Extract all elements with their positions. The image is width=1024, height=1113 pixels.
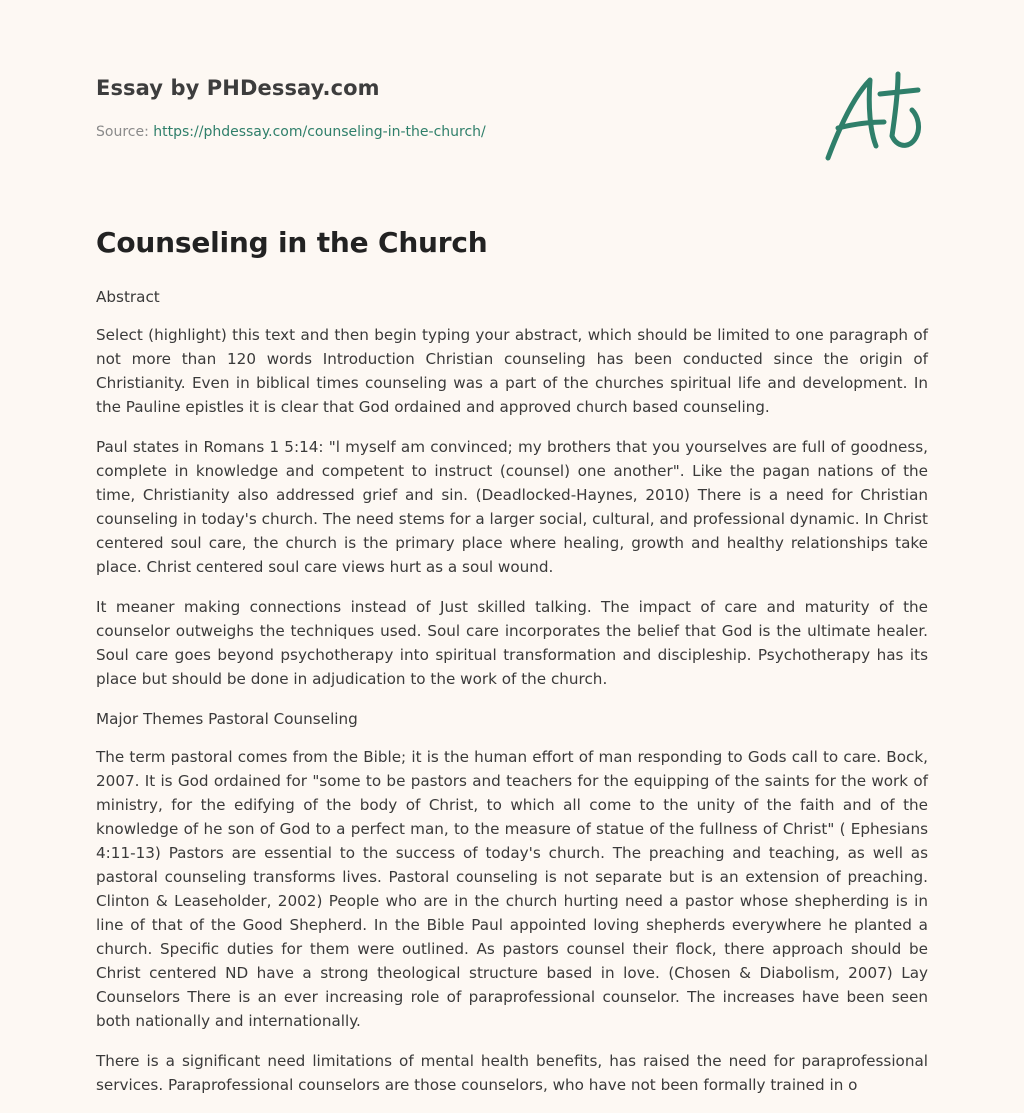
site-title: Essay by PHDessay.com: [96, 76, 380, 100]
paragraph: Paul states in Romans 1 5:14: "l myself am convinced; my brothers that you yourselves are full of goodness, complete in knowledge and competent to instruct (counsel) one another". Like the pagan nations of the time, Christianity also addressed grief and sin. (Deadlocked-Haynes, 2010) There is a need for Christian counseling in today's church. The need stems for a larger social, cultural, and professional dynamic. In Christ centered soul care, the church is the primary place where healing, growth and healthy relationships take place. Christ centered soul care views hurt as a soul wound.: [96, 438, 928, 576]
document-title: Counseling in the Church: [96, 226, 488, 259]
paragraph: Select (highlight) this text and then begin typing your abstract, which should be limited to one paragraph of not more than 120 words Introduction Christian counseling has been conducted since the origin of Christianity. Even in biblical times counseling was a part of the churches spiritual life and development. In the Pauline epistles it is clear that God ordained and approved church based counseling.: [96, 326, 928, 416]
paragraph: There is a significant need limitations of mental health benefits, has raised the need for paraprofessional services. Paraprofessional counselors are those counselors, who have not been formally trained in o: [96, 1052, 928, 1094]
source-line: [96, 124, 486, 140]
paragraph: The term pastoral comes from the Bible; it is the human effort of man responding to Gods call to care. Bock, 2007. It is God ordained for "some to be pastors and teachers for the equipping of the saints for the work of ministry, for the edifying of the body of Christ, to which all come to the unity of the faith and of the knowledge of he son of God to a perfect man, to the measure of statue of the fullness of Christ" ( Ephesians 4:11-13) Pastors are essential to the success of today's church. The preaching and teaching, as well as pastoral counseling transforms lives. Pastoral counseling is not separate but is an extension of preaching. Clinton & Leaseholder, 2002) People who are in the church hurting need a pastor whose shepherding is in line of that of the Good Shepherd. In the Bible Paul appointed loving shepherds everywhere he planted a church. Specific duties for them were outlined. As pastors counsel their flock, there approach should be Christ centered ND have a strong theological structure based in love. (Chosen & Diabolism, 2007) Lay Counselors There is an ever increasing role of paraprofessional counselor. The increases have been seen both nationally and internationally.: [96, 748, 928, 1030]
source-link[interactable]: https://phdessay.com/counseling-in-the-church/: [153, 124, 486, 140]
document-body: [96, 285, 928, 1113]
section-heading-major-themes: Major Themes Pastoral Counseling: [96, 710, 358, 728]
source-label: Source:: [96, 124, 149, 140]
paragraph: It meaner making connections instead of Just skilled talking. The impact of care and maturity of the counselor outweighs the techniques used. Soul care incorporates the belief that God is the ultimate healer. Soul care goes beyond psychotherapy into spiritual transformation and discipleship. Psychotherapy has its place but should be done in adjudication to the work of the church.: [96, 598, 928, 688]
section-heading-abstract: Abstract: [96, 288, 160, 306]
a-plus-logo-icon: [818, 66, 930, 166]
